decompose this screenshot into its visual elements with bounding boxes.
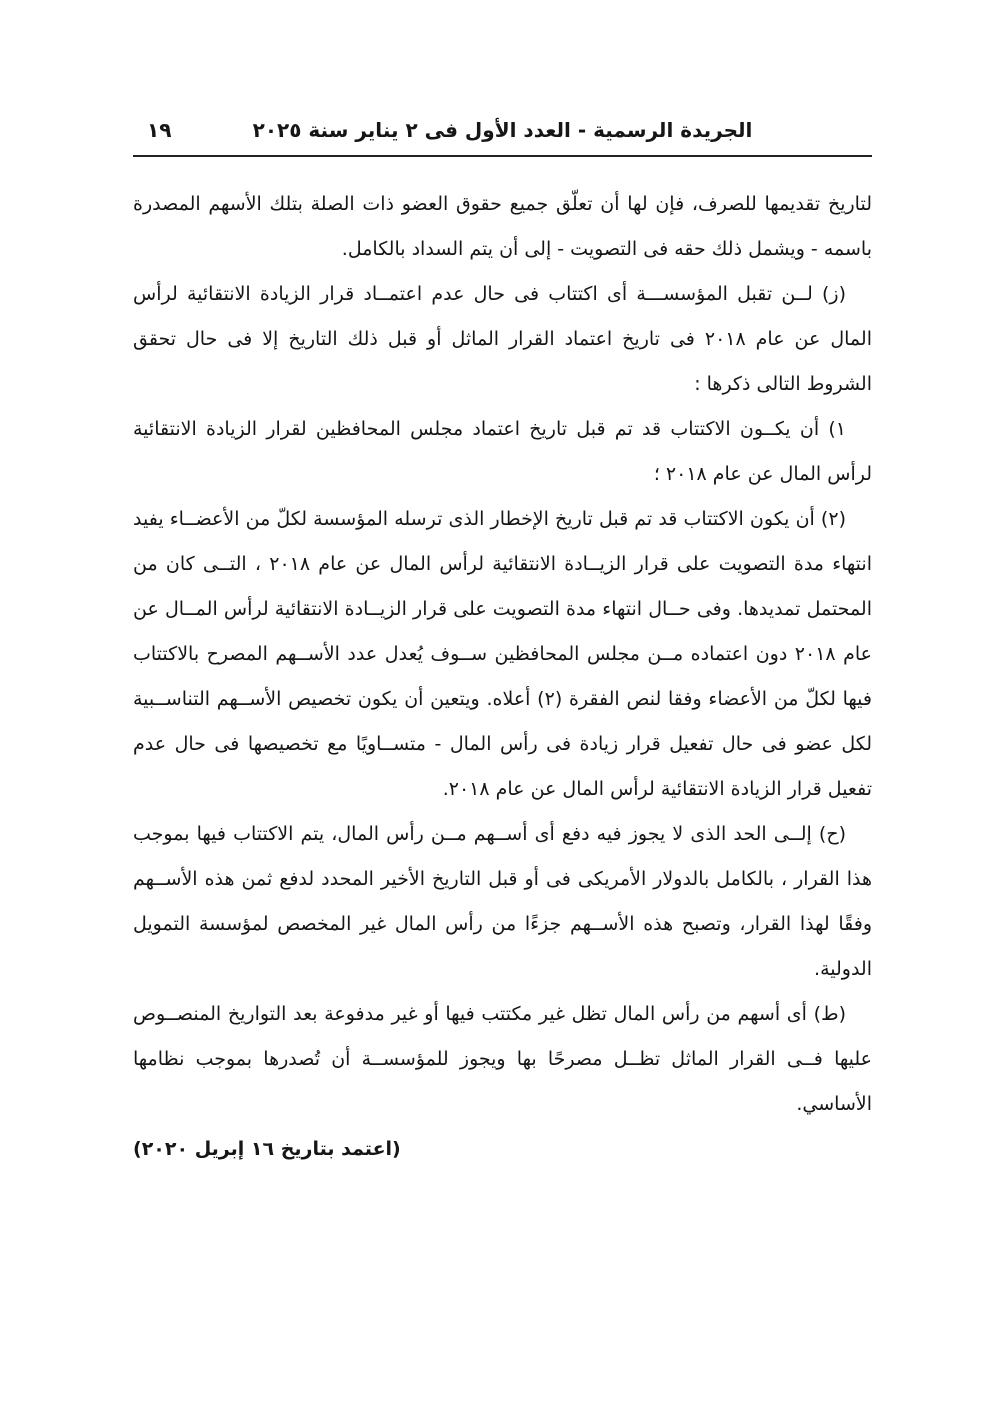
approval-date-note: (اعتمد بتاريخ ١٦ إبريل ٢٠٢٠) [133,1138,401,1160]
document-body [133,182,872,1172]
paragraph-clause-h: (ح) إلــى الحد الذى لا يجوز فيه دفع أى أســهم مــن رأس المال، يتم الاكتتاب فيها بموجب هذا القرار ، بالكامل بالدولار الأمريكى فى أو قبل التاريخ الأخير المحدد لدفع ثمن هذه الأســهم وفقًا لهذا القرار، وتصبح هذه الأســهم جزءًا من رأس المال غير المخصص لمؤسسة التمويل الدولية. [133,823,872,980]
gazette-header-title: الجريدة الرسمية - العدد الأول فى ٢ يناير سنة ٢٠٢٥ [252,118,753,142]
paragraph-condition-2: (٢) أن يكون الاكتتاب قد تم قبل تاريخ الإخطار الذى ترسله المؤسسة لكلّ من الأعضــاء يفيد انتهاء مدة التصويت على قرار الزيــادة الانتقائية لرأس المال عن عام ٢٠١٨ ، التــى كان من المحتمل تمديدها. وفى حــال انتهاء مدة التصويت على قرار الزيــادة الانتقائية لرأس المــال عن عام ٢٠١٨ دون اعتماده مــن مجلس المحافظين ســوف يُعدل عدد الأســهم المصرح بالاكتتاب فيها لكلّ من الأعضاء وفقا لنص الفقرة (٢) أعلاه. ويتعين أن يكون تخصيص الأســهم التناســبية لكل عضو فى حال تفعيل قرار زيادة فى رأس المال - متســاويًا مع تخصيصها فى حال عدم تفعيل قرار الزيادة الانتقائية لرأس المال عن عام ٢٠١٨. [133,508,872,800]
paragraph-clause-t: (ط) أى أسهم من رأس المال تظل غير مكتتب فيها أو غير مدفوعة بعد التواريخ المنصــوص عليها فــى القرار الماثل تظــل مصرحًا بها ويجوز للمؤسســة أن تُصدرها بموجب نظامها الأساسي. [133,1003,872,1115]
page-header [133,112,872,148]
paragraph-clause-z: (ز) لــن تقبل المؤسســـة أى اكتتاب فى حال عدم اعتمــاد قرار الزيادة الانتقائية لرأس المال عن عام ٢٠١٨ فى تاريخ اعتماد القرار الماثل أو قبل ذلك التاريخ إلا فى حال تحقق الشروط التالى ذكرها : [133,283,872,395]
paragraph-continuation: لتاريخ تقديمها للصرف، فإن لها أن تعلّق جميع حقوق العضو ذات الصلة بتلك الأسهم المصدرة باسمه - ويشمل ذلك حقه فى التصويت - إلى أن يتم السداد بالكامل. [133,193,872,260]
header-divider [133,155,872,157]
page-number: ١٩ [147,118,172,142]
paragraph-condition-1: ١) أن يكــون الاكتتاب قد تم قبل تاريخ اعتماد مجلس المحافظين لقرار الزيادة الانتقائية لرأس المال عن عام ٢٠١٨ ؛ [133,418,872,485]
